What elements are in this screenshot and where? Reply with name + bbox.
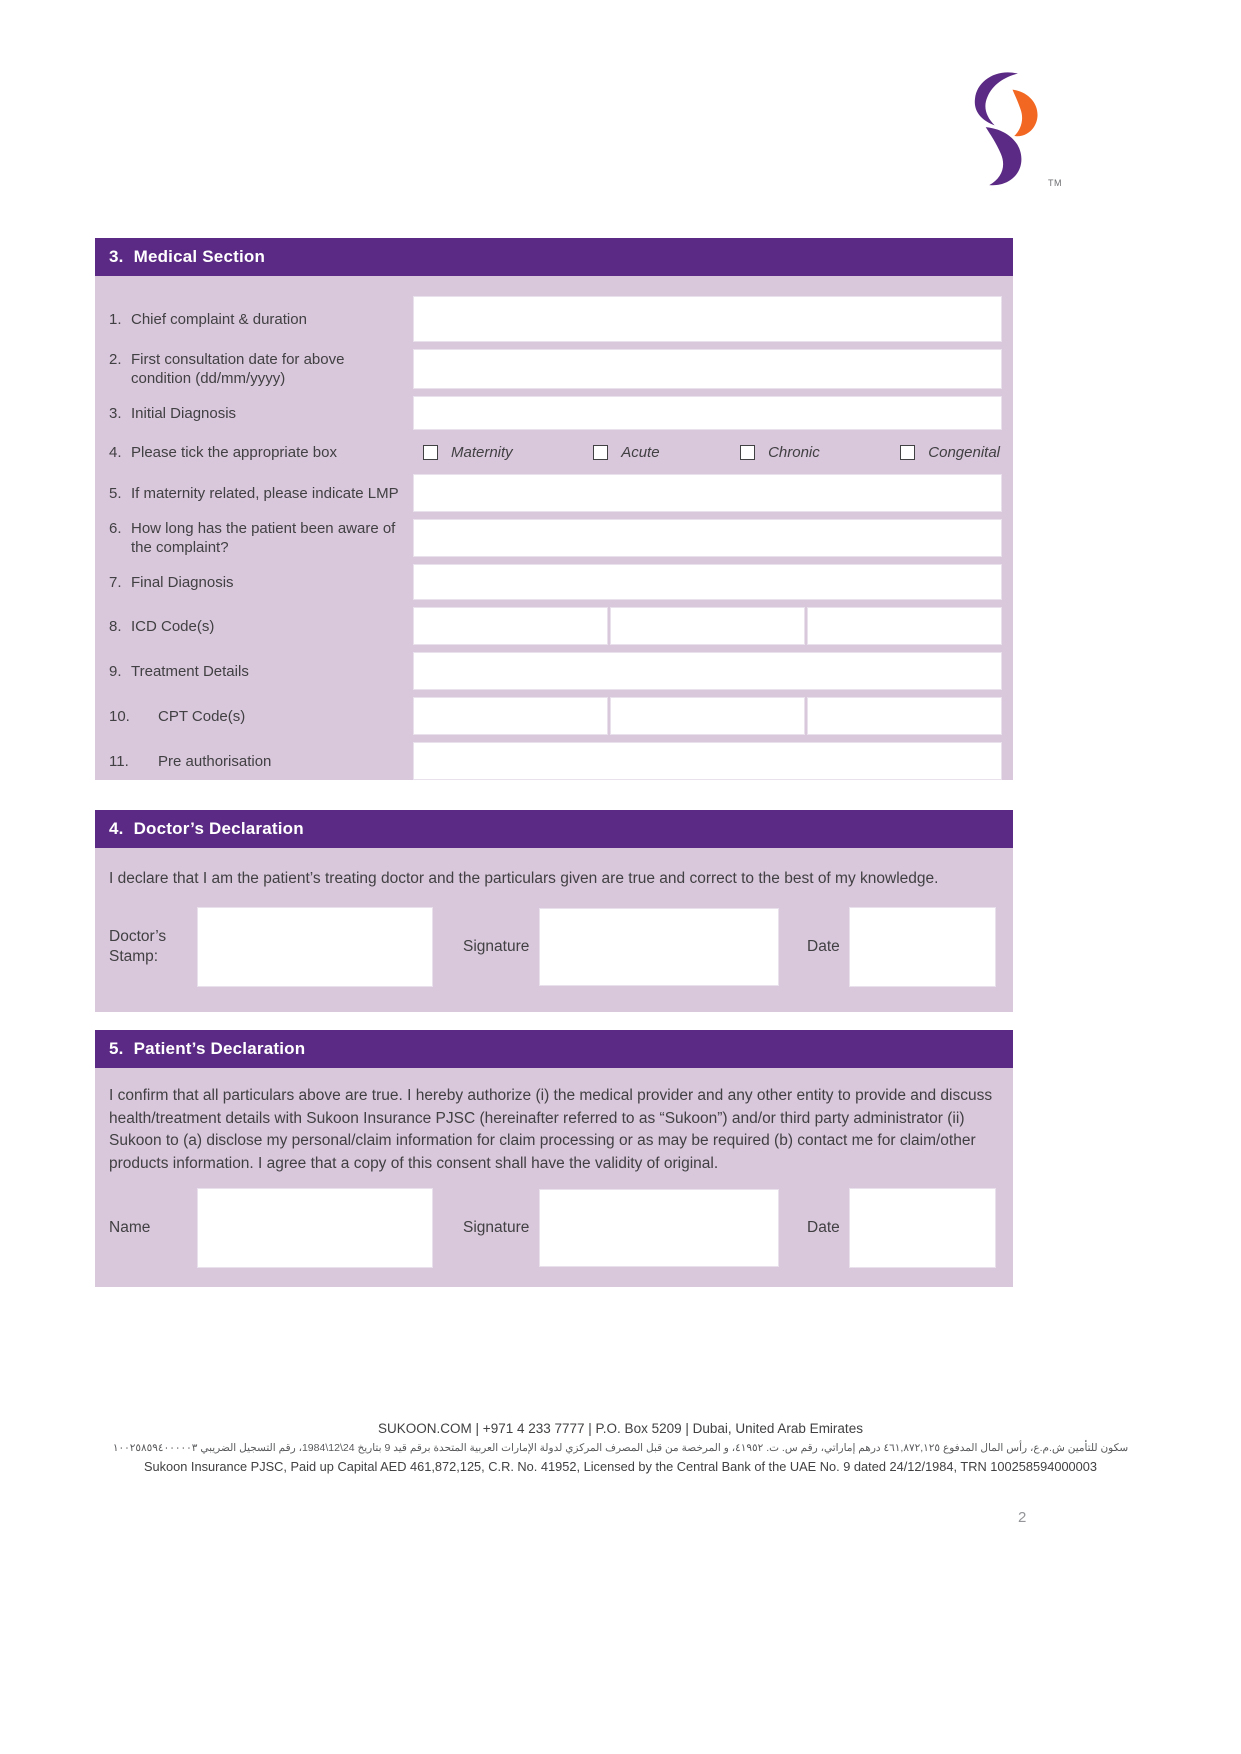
checkbox-label: Chronic: [768, 443, 820, 461]
icd-code-input-1[interactable]: [413, 607, 608, 645]
field-number: 2.: [109, 351, 122, 368]
field-label: If maternity related, please indicate LMP: [131, 484, 399, 502]
acute-checkbox[interactable]: [593, 444, 659, 461]
field-label: ICD Code(s): [131, 617, 215, 635]
patient-declaration-section: [95, 1030, 1013, 1287]
checkbox-icon[interactable]: [423, 445, 438, 460]
field-row-icd-codes: [109, 607, 1002, 645]
field-row-chief-complaint: [109, 296, 1002, 342]
trademark-symbol: TM: [1048, 178, 1062, 188]
field-label: First consultation date for above condition (dd/mm/yyyy): [131, 351, 345, 387]
field-row-first-consultation-date: [109, 349, 1002, 389]
field-label: How long has the patient been aware of the complaint?: [131, 520, 396, 556]
field-row-treatment-details: [109, 652, 1002, 690]
maternity-checkbox[interactable]: [423, 444, 513, 461]
medical-section-header: [95, 238, 1013, 276]
field-number: 10.: [109, 707, 130, 725]
patient-name-label: Name: [109, 1219, 151, 1236]
treatment-details-input[interactable]: [413, 652, 1002, 690]
field-row-complaint-awareness: [109, 519, 1002, 557]
field-label: Pre authorisation: [158, 752, 272, 770]
initial-diagnosis-input[interactable]: [413, 396, 1002, 430]
pre-authorisation-input[interactable]: [413, 742, 1002, 780]
patient-declaration-body: [95, 1068, 1013, 1287]
sukoon-logo: [952, 70, 1062, 188]
patient-name-box[interactable]: [197, 1188, 433, 1268]
field-row-lmp: [109, 474, 1002, 512]
patient-signature-row: [109, 1188, 995, 1268]
field-number: 4.: [109, 443, 122, 461]
doctor-signature-label: Signature: [463, 937, 530, 955]
doctor-declaration-text: I declare that I am the patient’s treating doctor and the particulars given are true and correct to the best of my knowledge.: [109, 870, 939, 887]
field-number: 5.: [109, 484, 122, 502]
field-number: 1.: [109, 310, 122, 328]
field-number: 9.: [109, 662, 122, 680]
page-number: 2: [1018, 1509, 1027, 1526]
condition-type-options: [413, 437, 1002, 467]
section-title: Patient’s Declaration: [133, 1039, 306, 1058]
medical-section-body: [95, 276, 1013, 780]
field-number: 3.: [109, 404, 122, 422]
icd-code-input-3[interactable]: [807, 607, 1002, 645]
field-label: CPT Code(s): [158, 707, 246, 725]
footer-legal-line: Sukoon Insurance PJSC, Paid up Capital AED 461,872,125, C.R. No. 41952, Licensed by the Central Bank of the UAE No. 9 dated 24/12/1984, TRN 100258594000003: [143, 1459, 1098, 1474]
field-label: Final Diagnosis: [131, 573, 234, 591]
icd-codes-group: [413, 607, 1002, 645]
section-number: 4.: [109, 819, 124, 838]
field-number: 8.: [109, 617, 122, 635]
medical-section: [95, 238, 1013, 780]
section-number: 5.: [109, 1039, 124, 1058]
first-consultation-date-input[interactable]: [413, 349, 1002, 389]
checkbox-icon[interactable]: [740, 445, 755, 460]
field-row-initial-diagnosis: [109, 396, 1002, 430]
page-footer: [0, 1421, 1241, 1474]
lmp-input[interactable]: [413, 474, 1002, 512]
patient-signature-box[interactable]: [539, 1189, 779, 1267]
doctor-declaration-section: [95, 810, 1013, 1012]
doctor-date-label: Date: [807, 937, 840, 955]
field-row-final-diagnosis: [109, 564, 1002, 600]
patient-declaration-header: [95, 1030, 1013, 1068]
field-label: Please tick the appropriate box: [131, 443, 337, 461]
cpt-code-input-1[interactable]: [413, 697, 608, 735]
cpt-codes-group: [413, 697, 1002, 735]
patient-signature-label: Signature: [463, 1219, 530, 1236]
patient-date-box[interactable]: [849, 1188, 996, 1268]
field-label: Treatment Details: [131, 662, 249, 680]
doctor-declaration-header: [95, 810, 1013, 848]
final-diagnosis-input[interactable]: [413, 564, 1002, 600]
patient-date-label: Date: [807, 1219, 840, 1236]
field-row-pre-authorisation: [109, 742, 1002, 780]
doctor-signature-box[interactable]: [539, 908, 779, 986]
checkbox-label: Acute: [621, 443, 660, 461]
chief-complaint-input[interactable]: [413, 296, 1002, 342]
icd-code-input-2[interactable]: [610, 607, 805, 645]
complaint-awareness-input[interactable]: [413, 519, 1002, 557]
patient-declaration-text: I confirm that all particulars above are true. I hereby authorize (i) the medical provider and any other entity to provide and discuss health/treatment details with Sukoon Insurance PJSC (hereinafter referred to as “Sukoon”) and/or third party administrator (ii) Sukoon to (a) disclose my personal/claim information for claim processing or as may be required (b) contact me for claim/other products information. I agree that a copy of this consent shall have the validity of original.: [109, 1087, 993, 1172]
checkbox-label: Congenital: [928, 443, 1000, 461]
section-title: Doctor’s Declaration: [133, 819, 304, 838]
footer-contact-line: SUKOON.COM | +971 4 233 7777 | P.O. Box 5209 | Dubai, United Arab Emirates: [378, 1421, 863, 1436]
doctor-stamp-box[interactable]: [197, 907, 433, 987]
doctor-stamp-label: Doctor’s Stamp:: [109, 927, 167, 965]
field-row-condition-type: [109, 437, 1002, 467]
section-title: Medical Section: [133, 247, 266, 266]
doctor-date-box[interactable]: [849, 907, 996, 987]
field-number: 11.: [109, 752, 129, 770]
field-number: 6.: [109, 520, 122, 537]
cpt-code-input-3[interactable]: [807, 697, 1002, 735]
field-label: Chief complaint & duration: [131, 310, 307, 328]
checkbox-icon[interactable]: [900, 445, 915, 460]
cpt-code-input-2[interactable]: [610, 697, 805, 735]
field-number: 7.: [109, 573, 122, 591]
footer-arabic-line: سكون للتأمين ش.م.ع، رأس المال المدفوع ٤٦١,٨٧٢,١٢٥ درهم إماراتي، رقم س. ت. ٤١٩٥٢، و المرخصة من قبل المصرف المركزي لدولة الإمارات العربية المتحدة برقم قيد 9 بتاريخ 24\12\1984، رقم التسجيل الضريبي ١٠٠٢٥٨٥٩٤٠٠٠٠٠٣: [112, 1442, 1129, 1454]
section-number: 3.: [109, 247, 124, 266]
field-row-cpt-codes: [109, 697, 1002, 735]
checkbox-label: Maternity: [451, 443, 513, 461]
doctor-signature-row: [109, 907, 1001, 987]
congenital-checkbox[interactable]: [900, 444, 1000, 461]
sukoon-logo-icon: [952, 70, 1048, 186]
doctor-declaration-body: [95, 848, 1013, 1012]
checkbox-icon[interactable]: [593, 445, 608, 460]
field-label: Initial Diagnosis: [131, 404, 237, 422]
chronic-checkbox[interactable]: [740, 444, 820, 461]
